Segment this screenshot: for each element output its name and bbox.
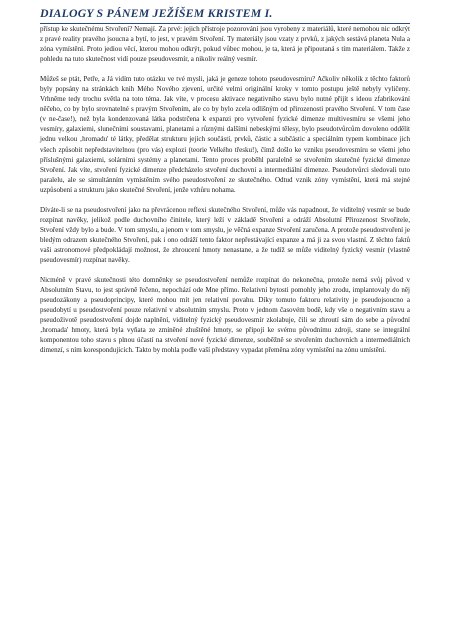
paragraph: Nicméně v pravé skutečnosti této domněnky se pseudostvoření nemůže rozpínat do nekonečna, protože nemá svůj původ v Absolutním Stavu, to jest správně řečeno, nepochází ode Mne přímo. Relativní bytosti pomohly jeho zrodu, implantovaly do něj pseudozákony a pseudoprincipy, které mohou mít jen relativní povahu. Díky tomuto faktoru relativity je pseudojsoucno a pseudobytí u pseudostvoření pouze relativní v absolutním smyslu. Proto v jednom časovém bodě, kdy vše o negativním stavu a pseudoživotě pseudostvoření dojde naplnění, viditelný fyzický pseudovesmír zkolabuje, čili se zhroutí sám do sebe a původní ‚hromada' hmoty, která byla vyňata ze zmíněné zhuštěné hmoty, se připojí ke svému původnímu zdroji, stane se integrální komponentou toho stavu s plnou účastí na stvoření nové fyzické dimenze, souběžně se stvořením duchovních a intermediálních dimenzí, s ním korespondujících. Takto by mohla podle vaší představy vypadat přeměna zóny vymístění na zónu umístění. bbox=[40, 276, 410, 355]
body-text bbox=[40, 24, 410, 355]
running-header: DIALOGY S PÁNEM JEŽÍŠEM KRISTEM I. bbox=[40, 6, 410, 24]
paragraph: Můžeš se ptát, Petře, a Já vidím tuto otázku ve tvé mysli, jaká je geneze tohoto pseudovesmíru? Ačkoliv několik z těchto faktorů byly popsány na stránkách knih Mého Nového zjevení, určité velmi originální kroky v tomto postupu ještě nebyly vyličeny. Vrhněme tedy trochu světla na toto téma. Jak víte, v procesu aktivace negativního stavu bylo nutné přijít s ideou zfabrikování něčeho, co by bylo srovnatelné s pravým Stvořením, ale co by bylo zcela odlišným od přirozenosti pravého Stvoření. V tom čase (v ne-čase!), než byla kondenzovaná látka podstrčena k expanzi pro vytvoření fyzické dimenze multivesmíru se všemi jeho vesmíry, galaxiemi, slunečními soustavami, planetami a různými dalšími nebeskými tělesy, bylo pseudotvůrcům dovoleno oddělit jednu velkou ‚hromadu' té látky, předělat strukturu jejích součástí, prvků, částic a subčástic a speciálním typem kombinace jich všech způsobit nepředstavitelnou (pro vás) explozi (teorie Velkého třesku!), čímž došlo ke vzniku pseudovesmíru se všemi jeho příslušnými galaxiemi, solárními systémy a planetami. Tento proces proběhl paralelně se stvořením skutečné fyzické dimenze Stvoření. Jak víte, stvoření fyzické dimenze předcházelo stvoření duchovní a intermediální dimenze. Pseudotvůrci sledovali tuto paralelu, ale se simultánním vymístěním svého pseudostvoření ze skutečného. Odtud vznik zóny vymístění, která má stejné uzpůsobení a strukturu jako skutečné Stvoření, jenže vzhůru nohama. bbox=[40, 75, 410, 194]
paragraph: přístup ke skutečnému Stvoření? Nemají. Za prvé: jejich přístroje pozorování jsou vyrobeny z materiálů, které nemohou nic odkrýt z pravé reality pravého jsoucna a bytí, to jest, v pravém Stvoření. Ty materiály jsou vzaty z prvků, z jakých sestává planeta Nula a zóna vymístění. Proto jediou věcí, kterou mohou odkrýt, pokud vůbec mohou, je ta, která je připoutaná s tím materiálem. Takže z pohledu na tuto skutečnost vidí pouze pseudovesmír, a nikoliv reálný vesmír. bbox=[40, 25, 410, 64]
paragraph: Díváte-li se na pseudostvoření jako na převrácenou reflexi skutečného Stvoření, může vás napadnout, že viditelný vesmír se bude rozpínat navěky, jelikož podle duchovního činitele, který leží v základě Stvoření a odráží Absolutní Přirozenost Stvořitele, Stvoření vždy bylo a bude. V tom smyslu, a jenom v tom smyslu, je věčná expanze Stvoření zaručena. A protože pseudostvoření je bledým odrazem skutečného Stvoření, pak i ono odráží tento faktor nepřestávající expanze a má ji za svou vlastní. Z těchto faktů vaši astronomové předpokládají možnost, že zhroucení hmoty nenastane, a že tudíž se může viditelný fyzický vesmír (vlastně pseudovesmír) rozpínat navěky. bbox=[40, 205, 410, 264]
